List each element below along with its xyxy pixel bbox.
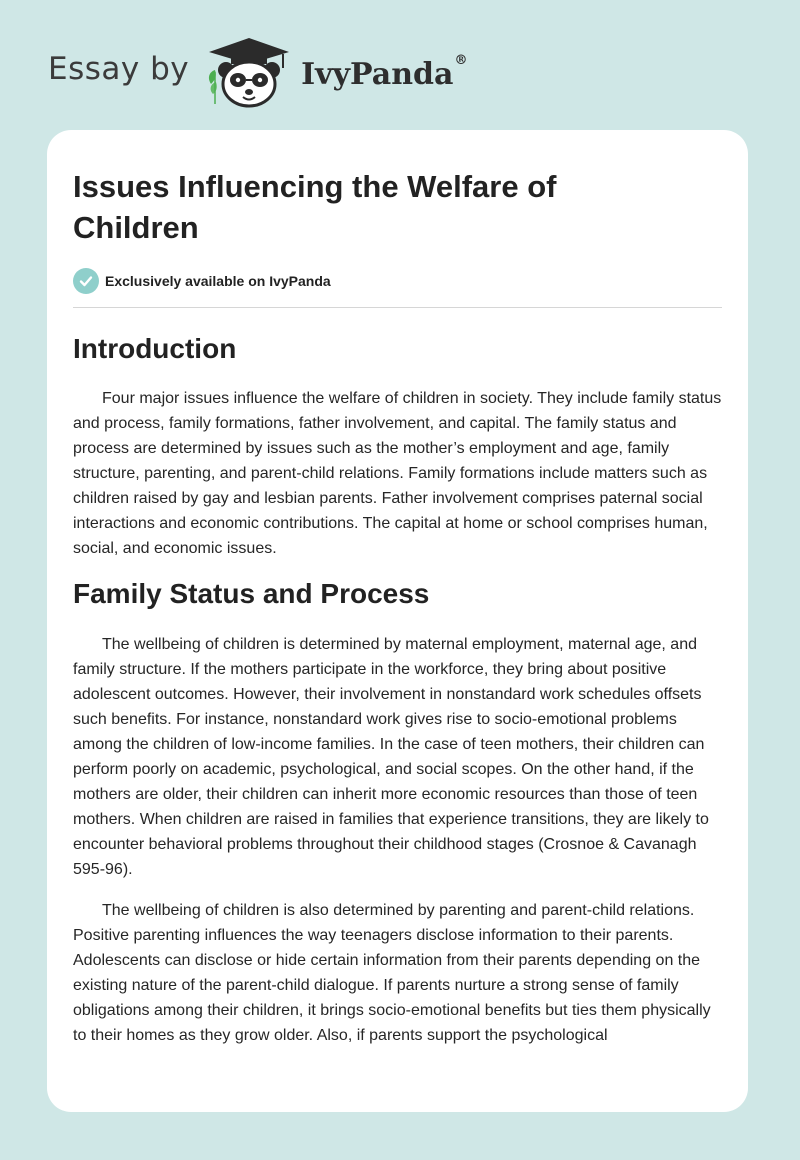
brand-name[interactable] <box>301 52 468 92</box>
page-title: Issues Influencing the Welfare of Children <box>73 169 557 245</box>
registered-mark: ® <box>454 52 468 68</box>
divider <box>73 307 722 308</box>
exclusive-badge-label: Exclusively available on IvyPanda <box>105 273 331 289</box>
exclusive-badge <box>73 268 722 294</box>
section-heading-introduction: Introduction <box>73 333 237 364</box>
panda-logo-icon[interactable] <box>203 34 295 110</box>
paragraph: Four major issues influence the welfare of children in society. They include family status and process, family formations, father involvement, and capital. The family status and process are determined by issues such as the mother’s employment and age, family structure, parenting, and parent-child relations. Family formations include matters such as children raised by gay and lesbian parents. Father involvement comprises paternal social interactions and economic contributions. The capital at home or school comprises human, social, and economic issues. <box>73 390 722 557</box>
paragraph: The wellbeing of children is determined by maternal employment, maternal age, and family structure. If the mothers participate in the workforce, they bring about positive adolescent outcomes. However, their involvement in nonstandard work schedules offsets such benefits. For instance, nonstandard work gives rise to socio-emotional problems among the children of low-income families. In the case of teen mothers, their children can perform poorly on academic, psychological, and social scopes. On the other hand, if the mothers are older, their children can inherit more economic resources than those of teen mothers. When children are raised in families that experience transitions, they are likely to encounter behavioral problems throughout their childhood stages (Crosnoe & Cavanagh 595-96). <box>73 636 709 878</box>
essay-card <box>47 130 748 1112</box>
site-header <box>48 34 467 110</box>
brand-name-text: IvyPanda <box>301 56 454 92</box>
checkmark-icon <box>73 268 99 294</box>
section-heading-family-status: Family Status and Process <box>73 578 430 609</box>
brand-prefix: Essay by <box>48 51 190 87</box>
paragraph: The wellbeing of children is also determined by parenting and parent-child relations. Positive parenting influences the way teenagers disclose information to their parents. Adolescents can disclose or hide certain information from their parents depending on the existing nature of the parent-child dialogue. If parents nurture a strong sense of family obligations among their children, it brings socio-emotional benefits but ties them physically to their homes as they grow older. Also, if parents support the psychological <box>73 902 711 1044</box>
